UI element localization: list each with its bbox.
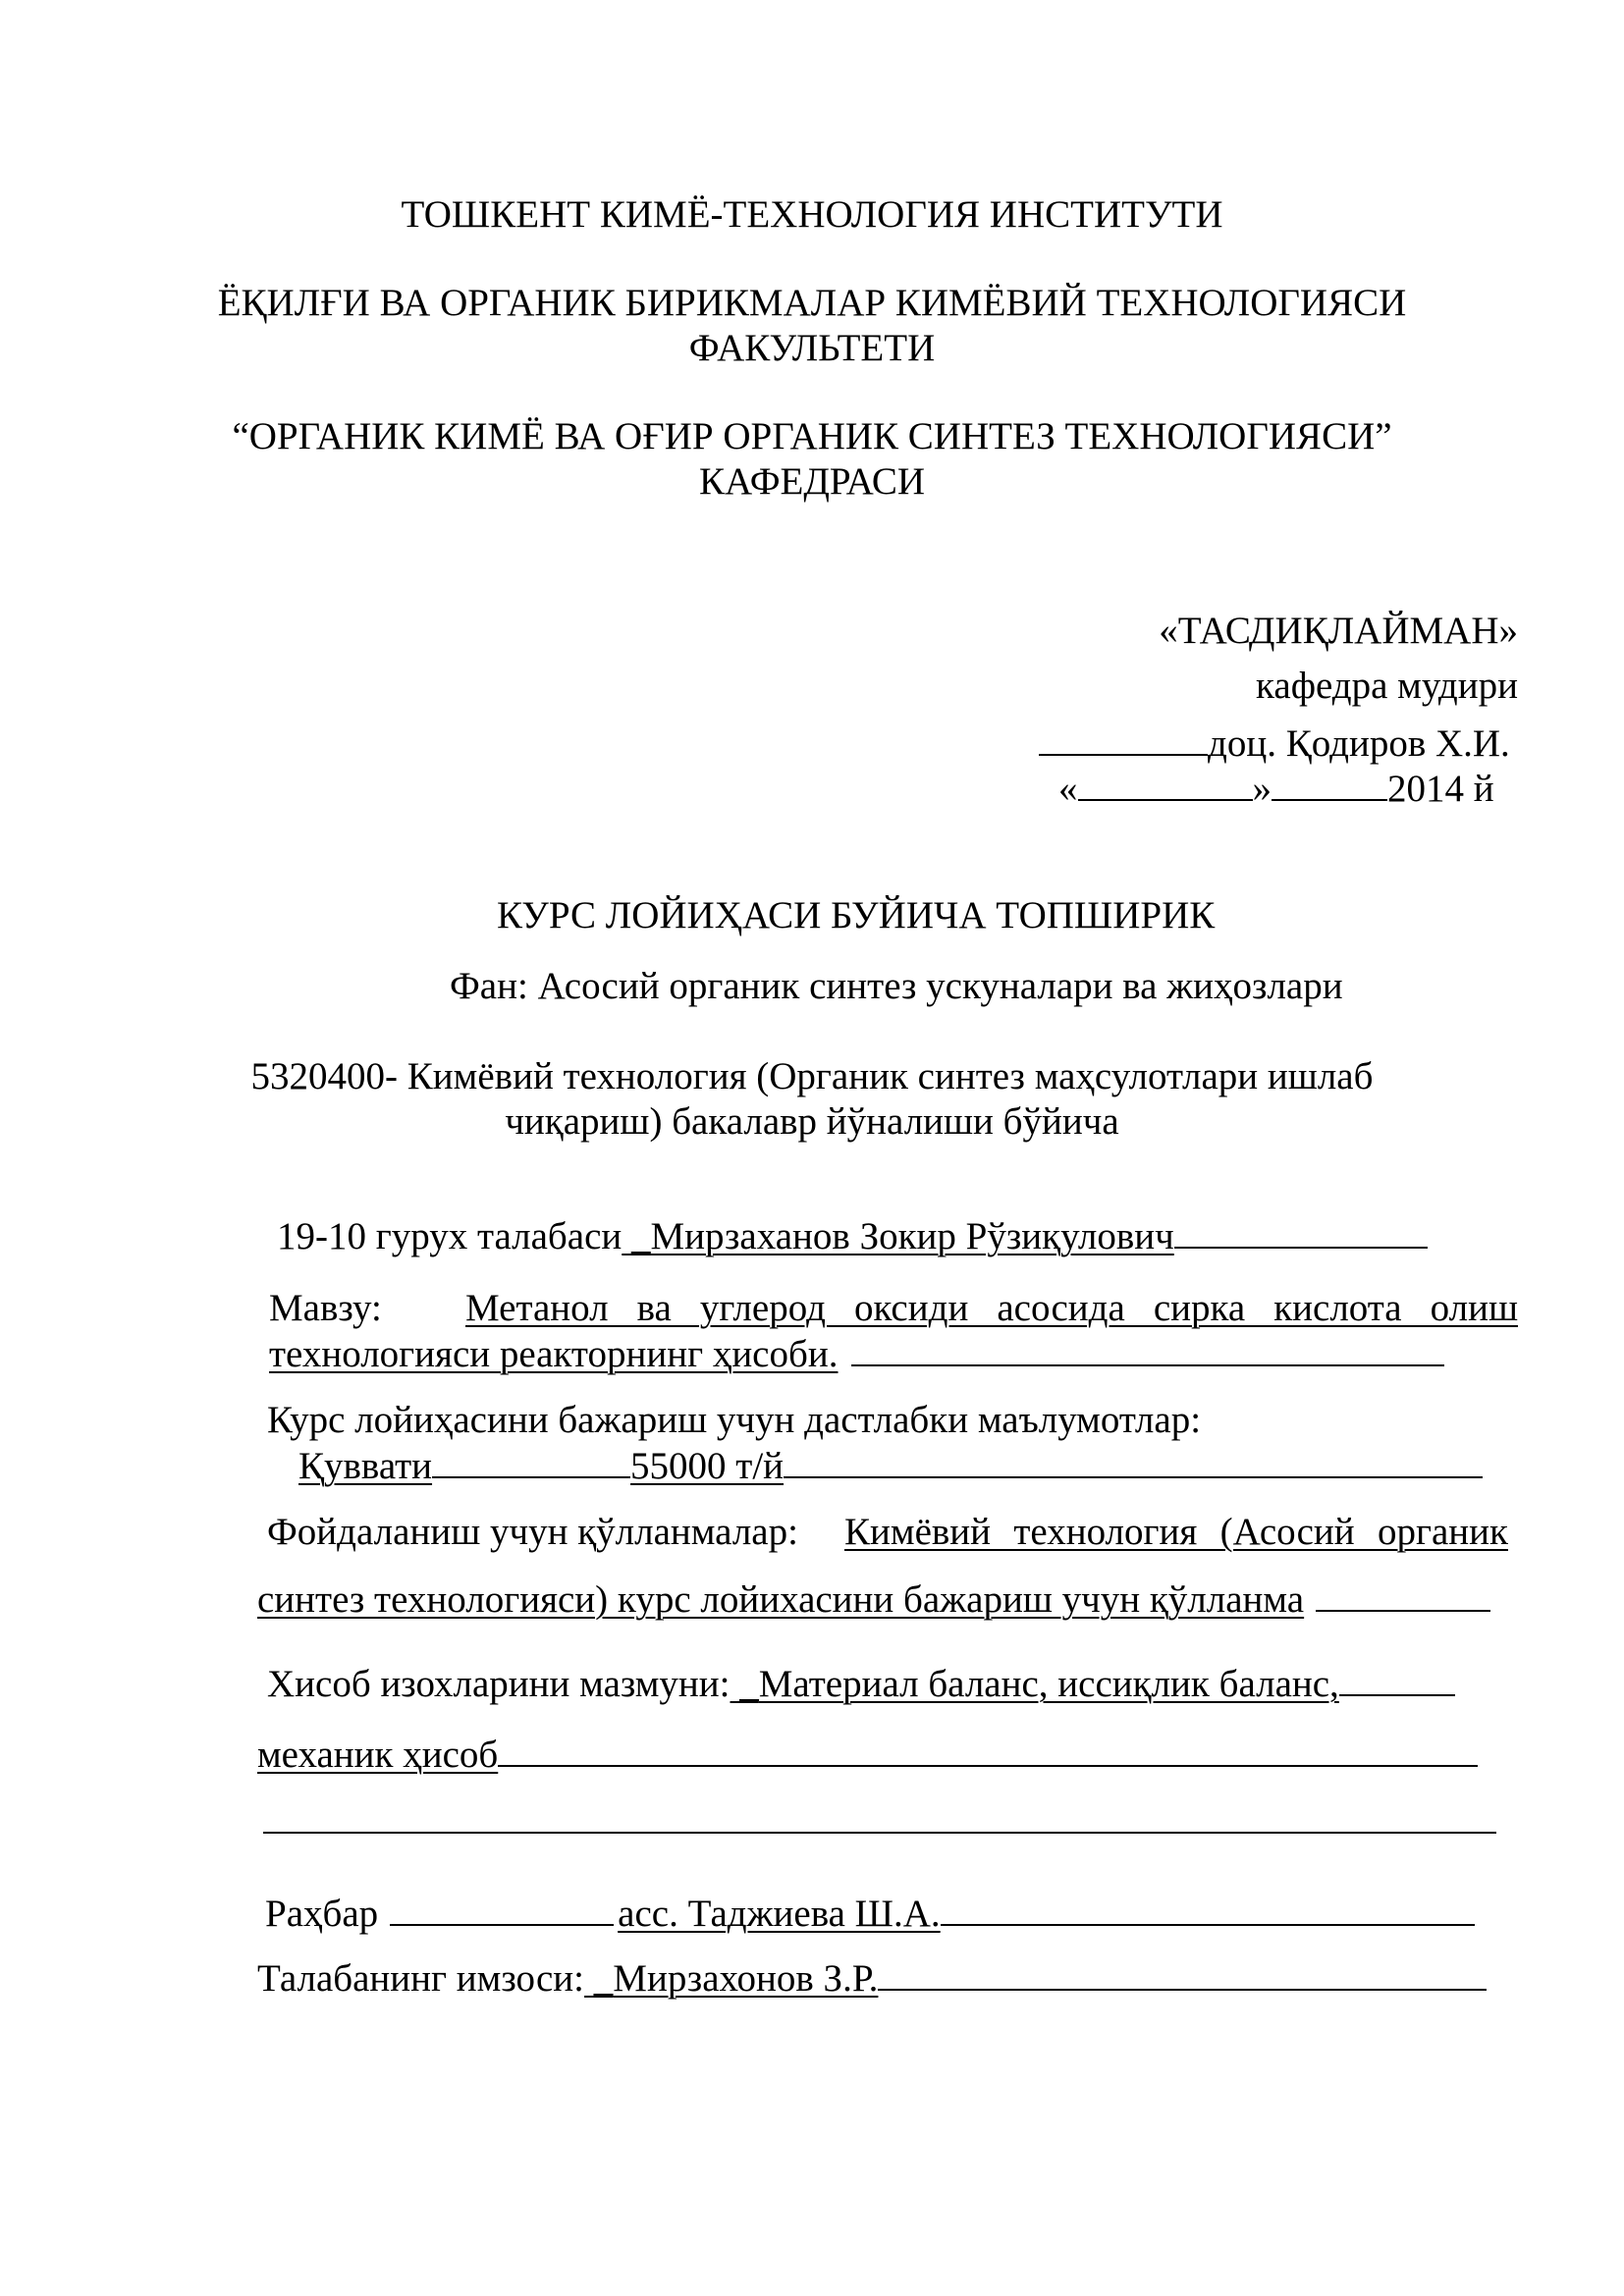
subject-line: Фан: Асосий органик синтез ускуналари ва жиҳозлари bbox=[450, 965, 1343, 1007]
calc-field bbox=[267, 1661, 1455, 1707]
calc-value-line2: механик ҳисоб bbox=[257, 1734, 499, 1776]
capacity-fill bbox=[784, 1443, 1483, 1478]
faculty-name-line2: ФАКУЛЬТЕТИ bbox=[688, 327, 936, 369]
source-data-label: Курс лойиҳасини бажариш учун дастлабки маълумотлар: bbox=[267, 1399, 1202, 1441]
approval-year: 2014 й bbox=[1387, 768, 1494, 810]
supervisor-name: асс. Таджиева Ш.А. bbox=[618, 1893, 941, 1935]
capacity-value: 55000 т/й bbox=[630, 1445, 785, 1487]
references-value-line1: Кимёвий технология (Асосий органик bbox=[844, 1511, 1508, 1553]
references-label: Фойдаланиш учун қўлланмалар: bbox=[267, 1511, 798, 1553]
signature-blank bbox=[1039, 721, 1208, 756]
references-fill bbox=[1316, 1576, 1490, 1612]
supervisor-fill bbox=[941, 1891, 1475, 1926]
approval-signature-line bbox=[1039, 721, 1510, 767]
student-sign-prefix: _ bbox=[584, 1957, 614, 2000]
approval-title: «ТАСДИҚЛАЙМАН» bbox=[1159, 610, 1518, 652]
student-sign-label: Талабанинг имзоси: bbox=[257, 1957, 585, 2000]
references-value-line2: синтез технологияси) курс лойихасини бажариш учун қўлланма bbox=[257, 1578, 1305, 1621]
student-name: Мирзаханов Зокир Рўзиқулович bbox=[650, 1215, 1174, 1257]
calc-prefix: _ bbox=[730, 1663, 759, 1705]
student-sign-name: Мирзахонов З.Р. bbox=[613, 1957, 879, 2000]
supervisor-signature-blank bbox=[390, 1891, 614, 1926]
topic-line2 bbox=[269, 1331, 1444, 1377]
calc-fill bbox=[1339, 1661, 1455, 1696]
capacity-gap bbox=[432, 1443, 630, 1478]
calc-fill-2 bbox=[498, 1732, 1478, 1767]
student-sign-fill bbox=[878, 1955, 1487, 1991]
approval-date-line bbox=[1058, 766, 1494, 812]
department-name-line2: КАФЕДРАСИ bbox=[698, 460, 926, 503]
department-name-line1: “ОРГАНИК КИМЁ ВА ОҒИР ОРГАНИК СИНТЕЗ ТЕХНОЛОГИЯСИ” bbox=[232, 415, 1392, 457]
capacity-field bbox=[298, 1443, 1483, 1489]
topic-label: Мавзу: bbox=[269, 1287, 382, 1329]
student-prefix: _ bbox=[622, 1215, 651, 1257]
student-label: 19-10 гурух талабаси bbox=[277, 1215, 623, 1257]
date-close-quote: » bbox=[1252, 768, 1272, 810]
direction-line1: 5320400- Кимёвий технология (Органик синтез маҳсулотлари ишлаб bbox=[250, 1055, 1374, 1097]
month-blank bbox=[1272, 766, 1387, 801]
supervisor-label: Раҳбар bbox=[265, 1893, 379, 1935]
supervisor-field bbox=[265, 1891, 1475, 1937]
references-line2 bbox=[257, 1576, 1490, 1623]
faculty-name-line1: ЁҚИЛҒИ ВА ОРГАНИК БИРИКМАЛАР КИМЁВИЙ ТЕХНОЛОГИЯСИ bbox=[217, 282, 1407, 324]
student-sign-field bbox=[257, 1955, 1487, 2002]
student-fill bbox=[1174, 1213, 1428, 1249]
student-field bbox=[277, 1213, 1428, 1259]
topic-value-line2: технологияси реакторнинг ҳисоби. bbox=[269, 1333, 839, 1375]
blank-rule bbox=[263, 1832, 1496, 1834]
topic-fill bbox=[851, 1331, 1444, 1366]
day-blank bbox=[1078, 766, 1253, 801]
approval-role: кафедра мудири bbox=[1256, 665, 1518, 707]
assignment-title: КУРС ЛОЙИҲАСИ БУЙИЧА ТОПШИРИК bbox=[497, 894, 1216, 936]
topic-value-line1: Метанол ва углерод оксиди асосида сирка кислота олиш bbox=[465, 1287, 1518, 1329]
institute-name: ТОШКЕНТ КИМЁ-ТЕХНОЛОГИЯ ИНСТИТУТИ bbox=[401, 193, 1223, 236]
calc-label: Хисоб изохларини мазмуни: bbox=[267, 1663, 731, 1705]
capacity-label: Қуввати bbox=[298, 1445, 433, 1487]
calc-line2 bbox=[257, 1732, 1478, 1778]
date-open-quote: « bbox=[1058, 768, 1078, 810]
approval-signer: доц. Қодиров Х.И. bbox=[1208, 722, 1510, 765]
calc-value-line1: Материал баланс, иссиқлик баланс, bbox=[758, 1663, 1339, 1705]
direction-line2: чиқариш) бакалавр йўналиши бўйича bbox=[505, 1100, 1119, 1143]
